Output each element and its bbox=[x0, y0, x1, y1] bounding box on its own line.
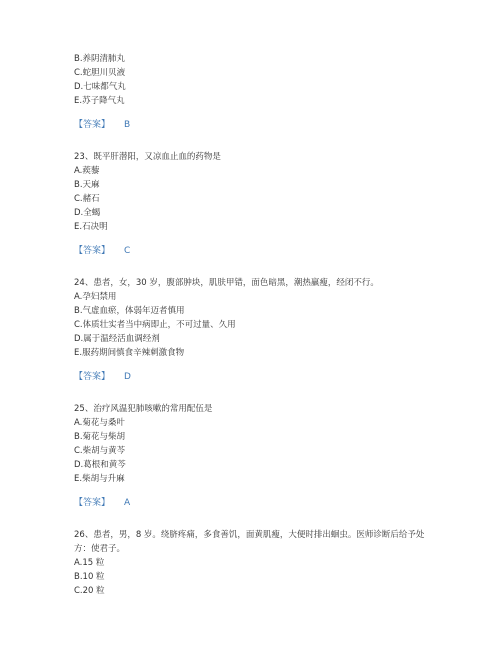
answer-label: 【答案】 bbox=[74, 246, 111, 256]
answer-line bbox=[74, 244, 434, 258]
answer-line bbox=[74, 370, 434, 384]
question-text: 23、既平肝潜阳，又凉血止血的药物是 bbox=[74, 152, 221, 162]
option-e: E.苏子降气丸 bbox=[74, 96, 125, 106]
option-c: C.赭石 bbox=[74, 194, 100, 204]
option-d: D.属于温经活血调经剂 bbox=[74, 334, 160, 344]
option-b: B.10 粒 bbox=[74, 572, 105, 582]
option-d: D.葛根和黄芩 bbox=[74, 460, 126, 470]
question-block bbox=[74, 528, 434, 598]
option-b: B.气虚血瘀，体弱年迈者慎用 bbox=[74, 306, 185, 316]
question-text: 25、治疗风温犯肺咳嗽的常用配伍是 bbox=[74, 404, 213, 414]
answer-line bbox=[74, 496, 434, 510]
option-e: E.服药期间慎食辛辣刺激食物 bbox=[74, 348, 185, 358]
option-a: A.菊花与桑叶 bbox=[74, 418, 125, 428]
option-b: B.菊花与柴胡 bbox=[74, 432, 126, 442]
option-c: C.蛇胆川贝液 bbox=[74, 68, 126, 78]
answer-value: C bbox=[124, 246, 131, 256]
question-block bbox=[74, 402, 434, 528]
question-block bbox=[74, 276, 434, 402]
question-block bbox=[74, 150, 434, 276]
option-b: B.天麻 bbox=[74, 180, 100, 190]
answer-line bbox=[74, 118, 434, 132]
option-b: B.养阴清肺丸 bbox=[74, 54, 126, 64]
question-text: 24、患者，女，30 岁，腹部肿块，肌肤甲错，面色暗黑，潮热羸瘦，经闭不行。 bbox=[74, 278, 379, 288]
option-a: A.孕妇禁用 bbox=[74, 292, 117, 302]
answer-value: D bbox=[124, 372, 131, 382]
option-d: D.七味都气丸 bbox=[74, 82, 126, 92]
question-block bbox=[74, 52, 434, 150]
option-c: C.体质壮实者当中病即止，不可过量、久用 bbox=[74, 320, 236, 330]
question-text: 26、患者，男，8 岁。绕脐疼痛，多食善饥，面黄肌瘦，大便时排出蛔虫。医师诊断后给予处方：使君子。 bbox=[74, 530, 425, 554]
answer-label: 【答案】 bbox=[74, 120, 111, 130]
option-a: A.15 粒 bbox=[74, 558, 105, 568]
answer-label: 【答案】 bbox=[74, 372, 111, 382]
answer-value: A bbox=[124, 498, 131, 508]
option-d: D.全蝎 bbox=[74, 208, 101, 218]
option-c: C.柴胡与黄芩 bbox=[74, 446, 126, 456]
option-a: A.蒺藜 bbox=[74, 166, 100, 176]
option-e: E.柴胡与升麻 bbox=[74, 474, 125, 484]
option-c: C.20 粒 bbox=[74, 586, 105, 596]
option-e: E.石决明 bbox=[74, 222, 108, 232]
document-page bbox=[74, 52, 434, 598]
answer-value: B bbox=[124, 120, 131, 130]
answer-label: 【答案】 bbox=[74, 498, 111, 508]
